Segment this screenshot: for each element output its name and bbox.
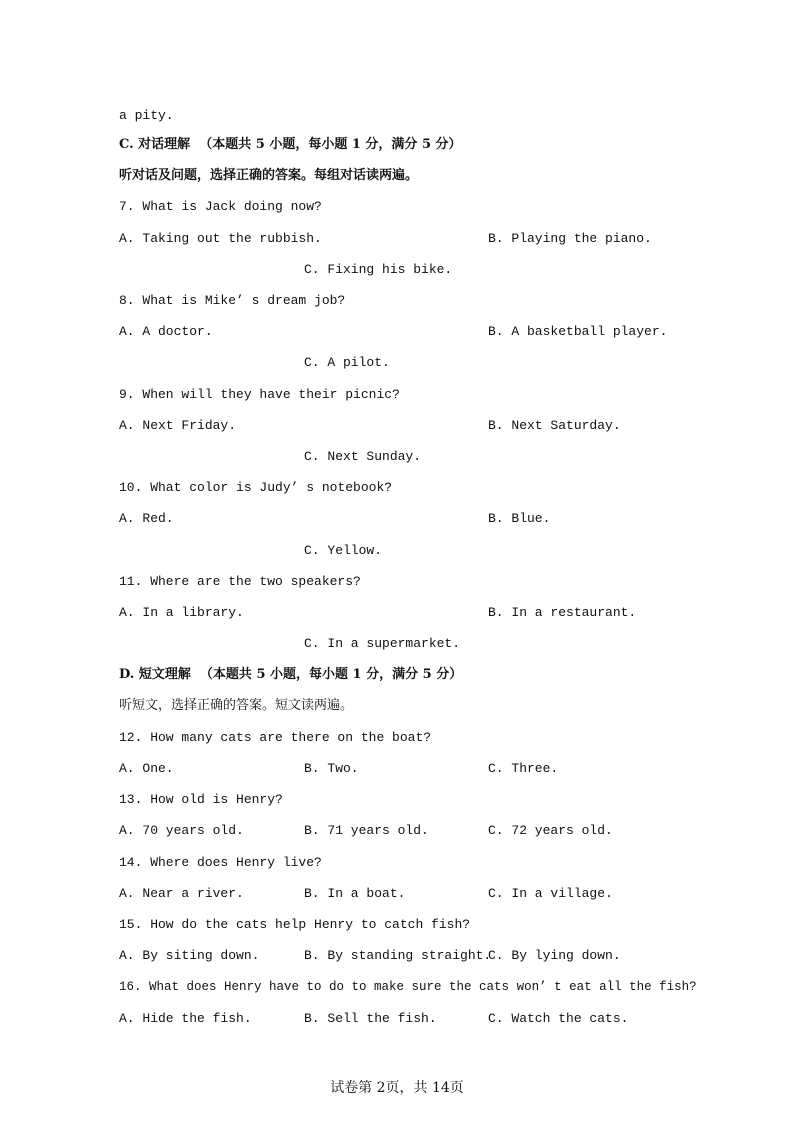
q7-option-b: B. Playing the piano. — [488, 231, 652, 246]
question-13: 13. How old is Henry? — [119, 792, 283, 807]
q15-option-c: C. By lying down. — [488, 948, 621, 963]
question-11: 11. Where are the two speakers? — [119, 574, 361, 589]
q9-option-b: B. Next Saturday. — [488, 418, 621, 433]
section-c-title: C. 对话理解 （本题共 5 小题，每小题 1 分，满分 5 分） — [119, 137, 462, 152]
q11-option-a: A. In a library. — [119, 605, 244, 620]
q15-option-a: A. By siting down. — [119, 948, 260, 963]
question-14: 14. Where does Henry live? — [119, 855, 322, 870]
question-8: 8. What is Mike’ s dream job? — [119, 293, 346, 308]
q11-option-c: C. In a supermarket. — [304, 636, 461, 651]
q14-option-b: B. In a boat. — [304, 886, 406, 901]
q16-option-c: C. Watch the cats. — [488, 1011, 629, 1026]
q13-option-b: B. 71 years old. — [304, 823, 429, 838]
q7-option-a: A. Taking out the rubbish. — [119, 231, 322, 246]
question-16: 16. What does Henry have to do to make sure the cats won’ t eat all the fish? — [119, 980, 697, 994]
section-d-instruction: 听短文，选择正确的答案。短文读两遍。 — [119, 698, 354, 713]
question-10: 10. What color is Judy’ s notebook? — [119, 480, 393, 495]
q8-option-b: B. A basketball player. — [488, 324, 668, 339]
q9-option-c: C. Next Sunday. — [304, 449, 422, 464]
page-footer: 试卷第 2页，共 14页 — [330, 1080, 464, 1096]
q8-option-a: A. A doctor. — [119, 324, 213, 339]
q12-option-b: B. Two. — [304, 761, 359, 776]
q10-option-a: A. Red. — [119, 511, 174, 526]
q12-option-c: C. Three. — [488, 761, 559, 776]
question-15: 15. How do the cats help Henry to catch fish? — [119, 917, 471, 932]
intro-tail: a pity. — [119, 108, 174, 123]
section-d-title: D. 短文理解 （本题共 5 小题，每小题 1 分，满分 5 分） — [119, 667, 463, 682]
q7-option-c: C. Fixing his bike. — [304, 262, 453, 277]
q16-option-a: A. Hide the fish. — [119, 1011, 252, 1026]
q14-option-c: C. In a village. — [488, 886, 613, 901]
section-c-instruction: 听对话及问题，选择正确的答案。每组对话读两遍。 — [119, 168, 419, 183]
question-12: 12. How many cats are there on the boat? — [119, 730, 432, 745]
q15-option-b: B. By standing straight. — [304, 948, 492, 963]
question-9: 9. When will they have their picnic? — [119, 387, 400, 402]
question-7: 7. What is Jack doing now? — [119, 199, 322, 214]
q16-option-b: B. Sell the fish. — [304, 1011, 437, 1026]
q14-option-a: A. Near a river. — [119, 886, 244, 901]
q12-option-a: A. One. — [119, 761, 174, 776]
q11-option-b: B. In a restaurant. — [488, 605, 637, 620]
q13-option-a: A. 70 years old. — [119, 823, 244, 838]
q10-option-c: C. Yellow. — [304, 543, 383, 558]
q10-option-b: B. Blue. — [488, 511, 551, 526]
q8-option-c: C. A pilot. — [304, 355, 390, 370]
q13-option-c: C. 72 years old. — [488, 823, 613, 838]
q9-option-a: A. Next Friday. — [119, 418, 237, 433]
